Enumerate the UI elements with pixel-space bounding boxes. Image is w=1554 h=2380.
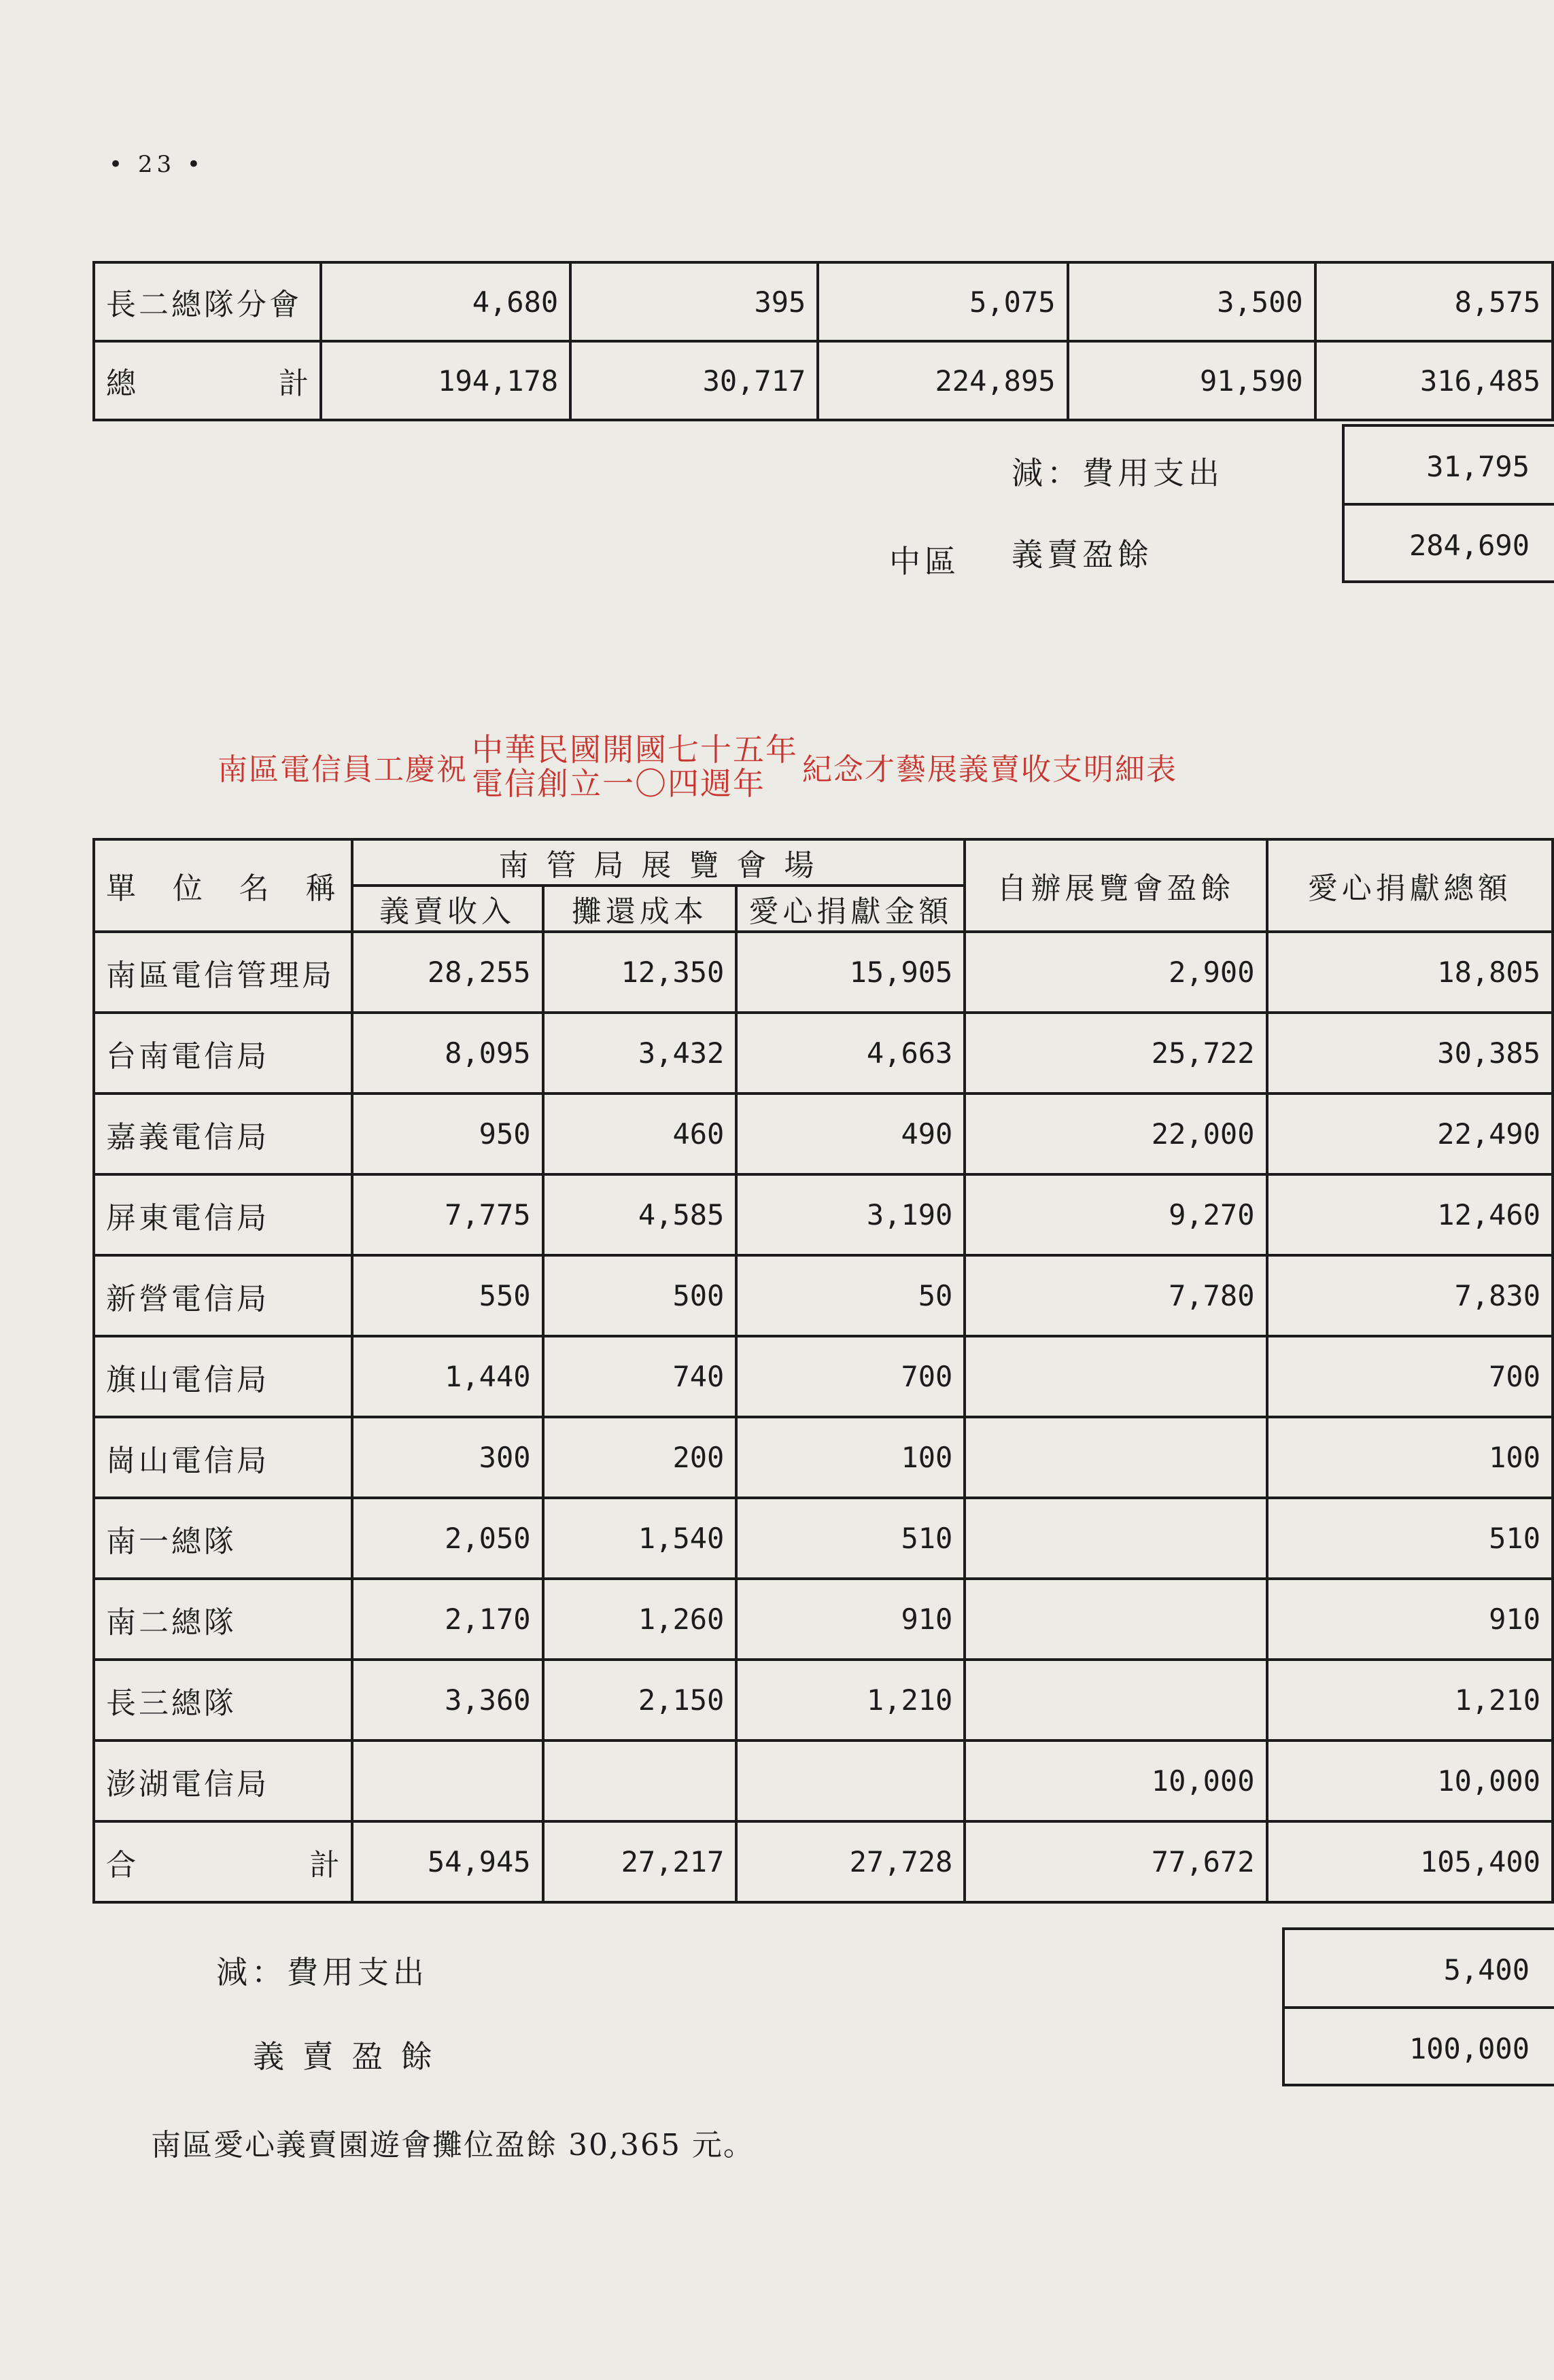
total-value: 18,805 [1267, 932, 1553, 1013]
top-surplus-value: 284,690 [1409, 529, 1530, 562]
table-row [94, 1255, 1553, 1336]
donation-value: 15,905 [736, 932, 965, 1013]
cell-value: 8,575 [1315, 262, 1553, 341]
table-row [94, 932, 1553, 1013]
donation-value [736, 1740, 965, 1821]
table-row [94, 341, 1553, 420]
unit-name: 南區電信管理局 [94, 932, 352, 1013]
page-number: • 23 • [109, 151, 205, 178]
cost-value: 2,150 [543, 1660, 737, 1740]
total-donation: 27,728 [736, 1821, 965, 1902]
title-stack [472, 733, 798, 801]
table-title [218, 733, 1177, 801]
sales-value: 950 [352, 1093, 543, 1174]
total-value: 1,210 [1267, 1660, 1553, 1740]
cell-value: 224,895 [818, 341, 1067, 420]
total-value: 22,490 [1267, 1093, 1553, 1174]
sales-value: 7,775 [352, 1174, 543, 1255]
self-run-value: 25,722 [965, 1013, 1266, 1093]
self-run-value [965, 1498, 1266, 1579]
unit-name: 南二總隊 [94, 1579, 352, 1660]
cell-value: 5,075 [818, 262, 1067, 341]
cost-value: 740 [543, 1336, 737, 1417]
self-run-value [965, 1579, 1266, 1660]
header-total-donation: 愛心捐獻總額 [1267, 839, 1553, 932]
sales-value: 550 [352, 1255, 543, 1336]
total-row [94, 1821, 1553, 1902]
summary-box [1282, 1927, 1554, 2086]
title-stack-bottom: 電信創立一〇四週年 [472, 765, 765, 802]
header-group: 南 管 局 展 覽 會 場 [352, 839, 965, 886]
total-label-a: 總 [106, 366, 136, 401]
total-label-a: 合 [106, 1847, 136, 1883]
donation-value: 3,190 [736, 1174, 965, 1255]
table-row [94, 1498, 1553, 1579]
row-label: 長二總隊分會 [94, 262, 321, 341]
table-row [94, 1660, 1553, 1740]
region-label: 中區 [889, 543, 960, 580]
self-run-value: 2,900 [965, 932, 1266, 1013]
total-value: 910 [1267, 1579, 1553, 1660]
total-sales: 54,945 [352, 1821, 543, 1902]
sales-value: 2,170 [352, 1579, 543, 1660]
unit-name: 旗山電信局 [94, 1336, 352, 1417]
top-surplus-label: 義賣盈餘 [1012, 536, 1153, 573]
total-self-run: 77,672 [965, 1821, 1266, 1902]
unit-name: 新營電信局 [94, 1255, 352, 1336]
cost-value: 4,585 [543, 1174, 737, 1255]
total-value: 10,000 [1267, 1740, 1553, 1821]
reduce-label: 減：費用支出 [216, 1954, 428, 1991]
total-label-cell [94, 1821, 352, 1902]
header-booth-cost: 攤還成本 [543, 886, 737, 932]
total-label-b: 計 [278, 366, 309, 401]
cost-value: 3,432 [543, 1013, 737, 1093]
header-unit-name: 單 位 名 稱 [94, 839, 352, 932]
total-cost: 27,217 [543, 1821, 737, 1902]
table-row [94, 1740, 1553, 1821]
cell-value: 316,485 [1315, 341, 1553, 420]
self-run-value [965, 1417, 1266, 1498]
title-stack-top: 中華民國開國七十五年 [472, 731, 798, 768]
total-label-b: 計 [309, 1847, 340, 1883]
sales-value [352, 1740, 543, 1821]
cell-value: 4,680 [321, 262, 570, 341]
unit-name: 台南電信局 [94, 1013, 352, 1093]
table-row [94, 1417, 1553, 1498]
cell-value: 3,500 [1068, 262, 1315, 341]
unit-name: 屏東電信局 [94, 1174, 352, 1255]
cost-value: 12,350 [543, 932, 737, 1013]
cell-value: 194,178 [321, 341, 570, 420]
continued-table [92, 261, 1554, 421]
self-run-value: 10,000 [965, 1740, 1266, 1821]
cell-value: 30,717 [570, 341, 818, 420]
sales-value: 300 [352, 1417, 543, 1498]
total-value: 12,460 [1267, 1174, 1553, 1255]
donation-value: 700 [736, 1336, 965, 1417]
table-row [94, 1174, 1553, 1255]
unit-name: 澎湖電信局 [94, 1740, 352, 1821]
sales-value: 1,440 [352, 1336, 543, 1417]
header-self-run: 自辦展覽會盈餘 [965, 839, 1266, 932]
title-suffix: 紀念才藝展義賣收支明細表 [802, 752, 1177, 787]
sales-value: 28,255 [352, 932, 543, 1013]
cost-value: 1,260 [543, 1579, 737, 1660]
donation-value: 510 [736, 1498, 965, 1579]
cost-value: 200 [543, 1417, 737, 1498]
reduce-value: 5,400 [1443, 1953, 1530, 1987]
main-table [92, 838, 1554, 1904]
donation-value: 910 [736, 1579, 965, 1660]
donation-value: 4,663 [736, 1013, 965, 1093]
sales-value: 2,050 [352, 1498, 543, 1579]
sales-value: 8,095 [352, 1013, 543, 1093]
total-total: 105,400 [1267, 1821, 1553, 1902]
main-table-body [94, 932, 1553, 1821]
total-value: 510 [1267, 1498, 1553, 1579]
unit-name: 南一總隊 [94, 1498, 352, 1579]
table-row [94, 1336, 1553, 1417]
cost-value [543, 1740, 737, 1821]
title-prefix: 南區電信員工慶祝 [218, 752, 468, 787]
sales-value: 3,360 [352, 1660, 543, 1740]
surplus-value: 100,000 [1409, 2032, 1530, 2065]
self-run-value: 9,270 [965, 1174, 1266, 1255]
total-value: 700 [1267, 1336, 1553, 1417]
total-value: 30,385 [1267, 1013, 1553, 1093]
unit-name: 崗山電信局 [94, 1417, 352, 1498]
top-summary-box [1342, 424, 1554, 583]
header-donation: 愛心捐獻金額 [736, 886, 965, 932]
self-run-value: 22,000 [965, 1093, 1266, 1174]
total-value: 100 [1267, 1417, 1553, 1498]
surplus-label: 義 賣 盈 餘 [253, 2038, 436, 2075]
table-row [94, 262, 1553, 341]
donation-value: 100 [736, 1417, 965, 1498]
footnote: 南區愛心義賣園遊會攤位盈餘 30,365 元。 [151, 2128, 755, 2163]
cost-value: 1,540 [543, 1498, 737, 1579]
table-row [94, 1013, 1553, 1093]
self-run-value [965, 1660, 1266, 1740]
table-row [94, 1093, 1553, 1174]
cost-value: 500 [543, 1255, 737, 1336]
header-sales: 義賣收入 [352, 886, 543, 932]
self-run-value: 7,780 [965, 1255, 1266, 1336]
top-reduce-value: 31,795 [1426, 450, 1530, 483]
cell-value: 91,590 [1068, 341, 1315, 420]
total-label-cell [94, 341, 321, 420]
cost-value: 460 [543, 1093, 737, 1174]
unit-name: 嘉義電信局 [94, 1093, 352, 1174]
donation-value: 1,210 [736, 1660, 965, 1740]
self-run-value [965, 1336, 1266, 1417]
cell-value: 395 [570, 262, 818, 341]
table-row [94, 1579, 1553, 1660]
top-reduce-label: 減：費用支出 [1012, 455, 1224, 491]
header-row [94, 839, 1553, 886]
unit-name: 長三總隊 [94, 1660, 352, 1740]
donation-value: 490 [736, 1093, 965, 1174]
total-value: 7,830 [1267, 1255, 1553, 1336]
donation-value: 50 [736, 1255, 965, 1336]
